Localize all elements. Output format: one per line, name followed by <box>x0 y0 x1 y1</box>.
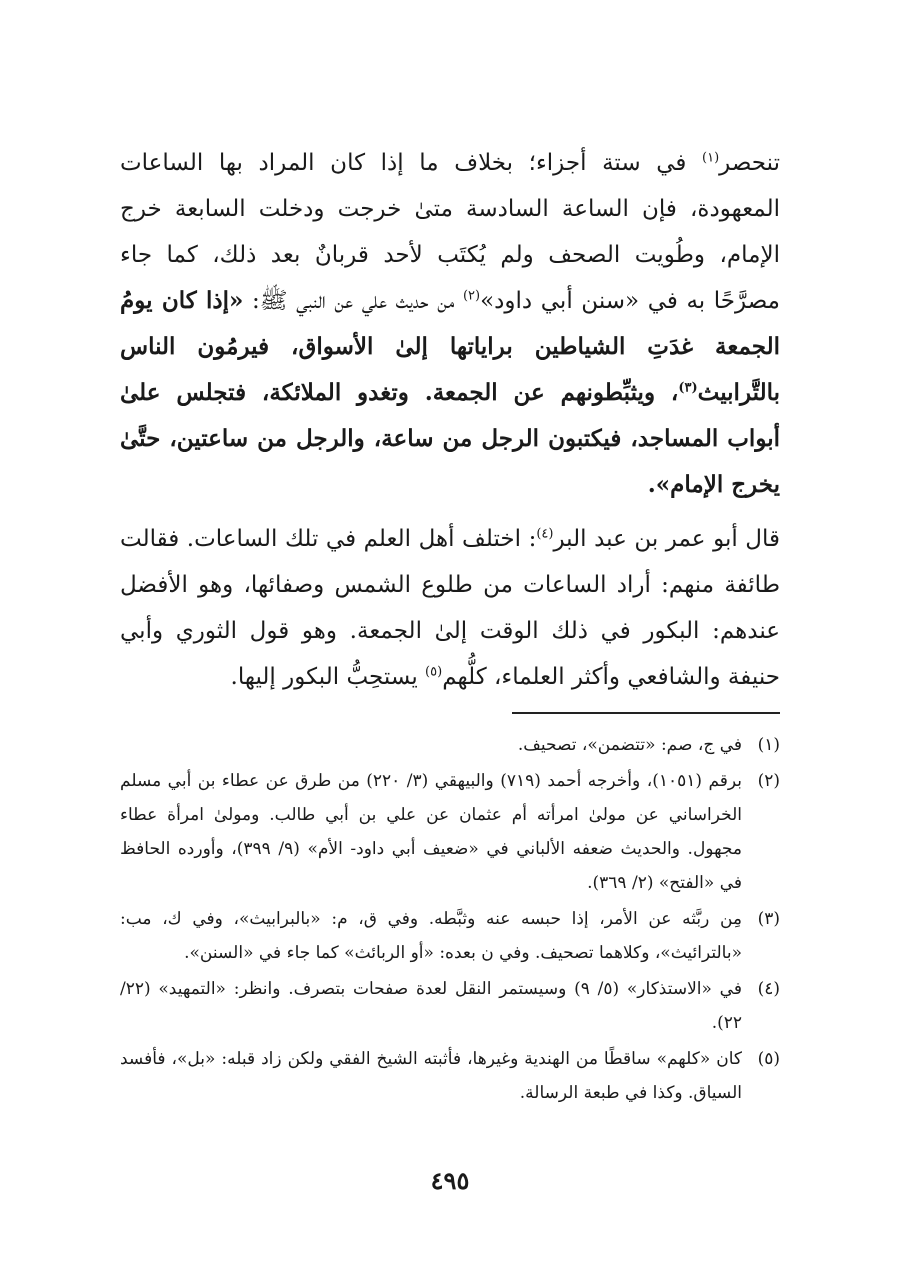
para1-text-2: في ستة أجزاء؛ بخلاف ما إذا كان المراد بها الساعات المعهودة، فإن الساعة السادسة متىٰ خرجت ودخلت السابعة خرج الإمام، وطُويت الصحف ولم يُكتَب لأحد قربانٌ بعد ذلك، كما جاء مصرَّحًا به في «سنن أبي داود» <box>120 150 780 314</box>
main-text <box>120 140 780 700</box>
footnote-ref-5: (٥) <box>425 664 443 680</box>
footnote-3 <box>120 902 780 970</box>
footnote-number: (٣) <box>757 909 780 929</box>
footnote-ref-1: (١) <box>702 150 720 166</box>
footnote-ref-3: (٣) <box>678 380 698 396</box>
footnote-ref-4: (٤) <box>536 526 554 542</box>
footnote-text: كان «كلهم» ساقطًا من الهندية وغيرها، فأثبته الشيخ الفقي ولكن زاد قبله: «بل»، فأفسد السياق. وكذا في طبعة الرسالة. <box>120 1049 742 1103</box>
para2-text-1: قال أبو عمر بن عبد البر <box>553 526 781 552</box>
footnote-text: في ج، صم: «تتضمن»، تصحيف. <box>517 735 742 755</box>
footnote-ref-2: (٢) <box>462 288 481 304</box>
footnote-number: (١) <box>757 735 780 755</box>
footnote-text: مِن ربَّثه عن الأمر، إذا حبسه عنه وثبَّطه. وفي ق، م: «بالبرابيث»، وفي ك، مب: «بالترائيث»، وكلاهما تصحيف. وفي ن بعده: «أو الربائث» كما جاء في «السنن». <box>120 909 742 963</box>
footnote-1 <box>120 728 780 762</box>
para1-text-1: تنحصر <box>719 150 780 176</box>
footnote-4 <box>120 972 780 1040</box>
footnote-number: (٤) <box>757 979 780 999</box>
para2-text-2: : اختلف أهل العلم في تلك الساعات. فقالت طائفة منهم: أراد الساعات من طلوع الشمس وصفائها، وهو الأفضل عندهم: البكور في ذلك الوقت إلىٰ الجمعة. وهو قول الثوري وأبي حنيفة والشافعي وأكثر العلماء، كلُّهم <box>120 526 780 690</box>
footnote-number: (٢) <box>757 771 780 791</box>
para2-text-3: يستحِبُّ البكور إليها. <box>230 664 426 690</box>
footnote-text: في «الاستذكار» (٥/ ٩) وسيستمر النقل لعدة صفحات بتصرف. وانظر: «التمهيد» (٢٢/ ٢٢). <box>120 979 742 1033</box>
paragraph-1 <box>120 140 780 508</box>
footnote-number: (٥) <box>757 1049 780 1069</box>
page-number: ٤٩٥ <box>430 1166 470 1195</box>
footnote-text: برقم (١٠٥١)، وأخرجه أحمد (٧١٩) والبيهقي (٣/ ٢٢٠) من طرق عن عطاء بن أبي مسلم الخراساني عن مولىٰ امرأته أم عثمان عن علي بن أبي طالب. ومولىٰ امرأة عطاء مجهول. والحديث ضعفه الألباني في «ضعيف أبي داود- الأم» (٩/ ٣٩٩)، وأورده الحافظ في «الفتح» (٢/ ٣٦٩). <box>120 771 743 893</box>
footnote-5 <box>120 1042 780 1110</box>
para1-text-3: من حديث علي عن النبي ﷺ: <box>243 288 463 314</box>
footnote-divider <box>512 712 780 714</box>
hadith-quote-1: «إذا كان يومُ الجمعة غدَتِ الشياطين براياتها إلىٰ الأسواق، فيرمُون الناس بالتَّرابيث <box>120 287 780 406</box>
footnote-2 <box>120 764 780 900</box>
paragraph-2 <box>120 516 780 700</box>
footnotes <box>120 728 780 1112</box>
hadith-quote-2: ، ويثبِّطونهم عن الجمعة. وتغدو الملائكة، فتجلس علىٰ أبواب المساجد، فيكتبون الرجل من ساعة، والرجل من ساعتين، حتَّىٰ يخرج الإمام». <box>120 379 780 498</box>
